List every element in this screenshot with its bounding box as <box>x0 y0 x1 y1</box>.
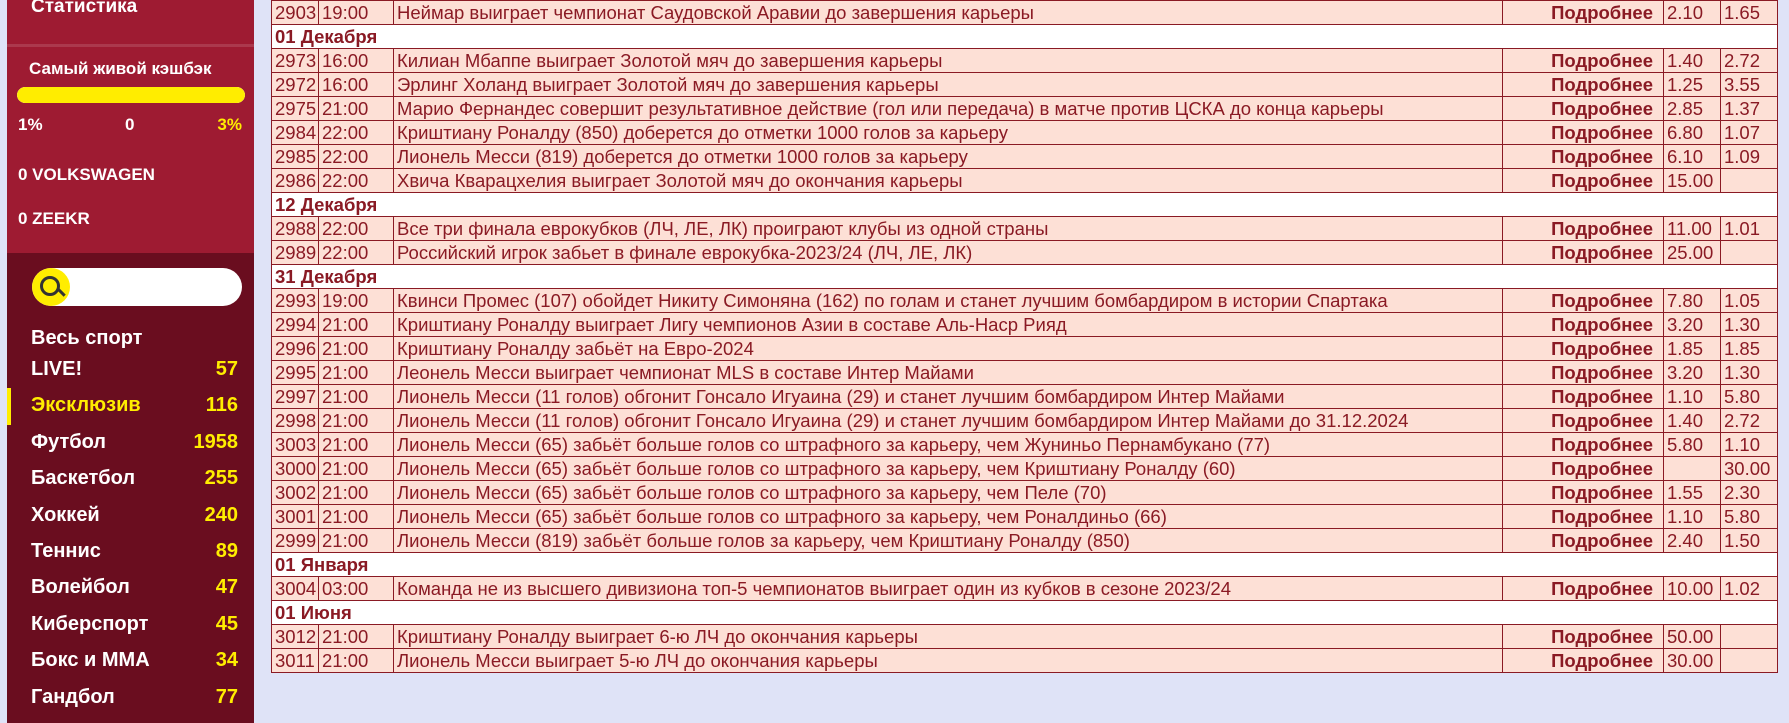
details-link[interactable]: Подробнее <box>1503 145 1664 169</box>
odds-yes[interactable]: 3.20 <box>1664 313 1721 337</box>
sidebar-item-count: 1958 <box>193 430 238 453</box>
sidebar-item-label: Бокс и ММА <box>31 649 150 672</box>
odds-no[interactable]: 1.30 <box>1721 313 1778 337</box>
odds-yes[interactable]: 30.00 <box>1664 649 1721 673</box>
details-link[interactable]: Подробнее <box>1503 217 1664 241</box>
event-time: 19:00 <box>319 289 394 313</box>
event-description[interactable]: Лионель Месси (65) забьёт больше голов со штрафного за карьеру, чем Пеле (70) <box>394 481 1503 505</box>
odds-no[interactable]: 3.55 <box>1721 73 1778 97</box>
date-header-row <box>272 265 1778 289</box>
odds-yes[interactable]: 6.10 <box>1664 145 1721 169</box>
odds-yes[interactable]: 2.40 <box>1664 529 1721 553</box>
event-time: 21:00 <box>319 505 394 529</box>
date-header-row <box>272 553 1778 577</box>
odds-no[interactable]: 1.30 <box>1721 361 1778 385</box>
event-description[interactable]: Хвича Кварацхелия выиграет Золотой мяч до окончания карьеры <box>394 169 1503 193</box>
event-row <box>272 313 1778 337</box>
event-row <box>272 649 1778 673</box>
details-link[interactable]: Подробнее <box>1503 481 1664 505</box>
event-id: 3002 <box>272 481 319 505</box>
cashback-title: Самый живой кэшбэк <box>29 59 212 78</box>
event-row <box>272 625 1778 649</box>
details-link[interactable]: Подробнее <box>1503 433 1664 457</box>
event-time: 21:00 <box>319 433 394 457</box>
date-label: 31 Декабря <box>272 265 1778 289</box>
details-link[interactable]: Подробнее <box>1503 409 1664 433</box>
event-description[interactable]: Криштиану Роналду забьёт на Евро-2024 <box>394 337 1503 361</box>
odds-yes[interactable]: 1.25 <box>1664 73 1721 97</box>
event-row <box>272 409 1778 433</box>
event-row <box>272 529 1778 553</box>
all-sport-link[interactable]: Весь спорт <box>31 327 143 349</box>
event-id: 3012 <box>272 625 319 649</box>
event-row <box>272 1 1778 25</box>
event-time: 21:00 <box>319 385 394 409</box>
event-time: 21:00 <box>319 625 394 649</box>
odds-yes[interactable]: 2.85 <box>1664 97 1721 121</box>
search-box <box>32 268 242 306</box>
date-label: 12 Декабря <box>272 193 1778 217</box>
event-time: 21:00 <box>319 409 394 433</box>
odds-no[interactable]: 30.00 <box>1721 457 1778 481</box>
event-description[interactable]: Лионель Месси (819) доберется до отметки 1000 голов за карьеру <box>394 145 1503 169</box>
statistics-label: Статистика <box>31 0 138 17</box>
event-row <box>272 145 1778 169</box>
date-label: 01 Декабря <box>272 25 1778 49</box>
sidebar-item-count: 77 <box>215 685 238 708</box>
odds-yes[interactable] <box>1664 457 1721 481</box>
sidebar-item-label: Хоккей <box>31 503 100 526</box>
sidebar-item[interactable] <box>7 461 254 497</box>
date-header-row <box>272 601 1778 625</box>
details-link[interactable]: Подробнее <box>1503 577 1664 601</box>
event-description[interactable]: Российский игрок забьет в финале еврокубка-2023/24 (ЛЧ, ЛЕ, ЛК) <box>394 241 1503 265</box>
event-time: 16:00 <box>319 73 394 97</box>
odds-yes[interactable]: 7.80 <box>1664 289 1721 313</box>
event-description[interactable]: Эрлинг Холанд выиграет Золотой мяч до завершения карьеры <box>394 73 1503 97</box>
event-row <box>272 457 1778 481</box>
event-row <box>272 505 1778 529</box>
event-time: 22:00 <box>319 169 394 193</box>
event-time: 21:00 <box>319 313 394 337</box>
odds-yes[interactable]: 2.10 <box>1664 1 1721 25</box>
sidebar-item[interactable] <box>7 643 254 679</box>
odds-yes[interactable]: 15.00 <box>1664 169 1721 193</box>
event-row <box>272 241 1778 265</box>
event-id: 2986 <box>272 169 319 193</box>
sidebar-item-label: Теннис <box>31 539 101 562</box>
event-row <box>272 217 1778 241</box>
odds-yes[interactable]: 3.20 <box>1664 361 1721 385</box>
event-description[interactable]: Команда не из высшего дивизиона топ-5 чемпионатов выиграет один из кубков в сезоне 2023/24 <box>394 577 1503 601</box>
sidebar-item-count: 34 <box>215 649 238 672</box>
sidebar-item-label: LIVE! <box>31 358 83 380</box>
odds-no[interactable]: 5.80 <box>1721 385 1778 409</box>
event-time: 21:00 <box>319 97 394 121</box>
details-link[interactable]: Подробнее <box>1503 121 1664 145</box>
odds-no[interactable]: 1.37 <box>1721 97 1778 121</box>
event-row <box>272 73 1778 97</box>
event-description[interactable]: Криштиану Роналду выиграет 6-ю ЛЧ до окончания карьеры <box>394 625 1503 649</box>
sidebar-item-count: 57 <box>215 358 238 380</box>
event-time: 22:00 <box>319 241 394 265</box>
odds-no[interactable]: 1.05 <box>1721 289 1778 313</box>
car-counter-zeekr: 0 ZEEKR <box>18 209 90 228</box>
sidebar-item[interactable] <box>7 352 254 388</box>
odds-no[interactable]: 1.85 <box>1721 337 1778 361</box>
event-description[interactable]: Криштиану Роналду выиграет Лигу чемпионов Азии в составе Аль-Наср Рияд <box>394 313 1503 337</box>
sidebar-item[interactable] <box>7 498 254 534</box>
sidebar-item-count: 240 <box>204 503 238 526</box>
sidebar-item-count: 89 <box>215 539 238 562</box>
odds-yes[interactable]: 1.10 <box>1664 385 1721 409</box>
event-id: 3004 <box>272 577 319 601</box>
odds-yes[interactable]: 5.80 <box>1664 433 1721 457</box>
event-id: 3003 <box>272 433 319 457</box>
event-row <box>272 97 1778 121</box>
event-time: 21:00 <box>319 457 394 481</box>
event-id: 2973 <box>272 49 319 73</box>
event-time: 19:00 <box>319 1 394 25</box>
odds-yes[interactable]: 1.10 <box>1664 505 1721 529</box>
details-link[interactable]: Подробнее <box>1503 361 1664 385</box>
event-id: 3000 <box>272 457 319 481</box>
event-id: 2903 <box>272 1 319 25</box>
odds-no[interactable]: 1.07 <box>1721 121 1778 145</box>
event-id: 2996 <box>272 337 319 361</box>
sidebar-item-count: 45 <box>215 612 238 635</box>
event-id: 2989 <box>272 241 319 265</box>
event-row <box>272 121 1778 145</box>
details-link[interactable]: Подробнее <box>1503 529 1664 553</box>
odds-no[interactable]: 1.65 <box>1721 1 1778 25</box>
event-time: 22:00 <box>319 145 394 169</box>
cashback-max: 3% <box>217 115 242 134</box>
odds-no[interactable]: 1.02 <box>1721 577 1778 601</box>
event-id: 3001 <box>272 505 319 529</box>
details-link[interactable]: Подробнее <box>1503 505 1664 529</box>
event-id: 2993 <box>272 289 319 313</box>
odds-no[interactable]: 2.72 <box>1721 409 1778 433</box>
cashback-progress-fill <box>17 87 245 103</box>
sidebar-item-count: 255 <box>204 467 238 490</box>
search-icon[interactable] <box>32 268 70 306</box>
event-time: 21:00 <box>319 337 394 361</box>
date-header-row <box>272 25 1778 49</box>
odds-yes[interactable]: 10.00 <box>1664 577 1721 601</box>
event-description[interactable]: Неймар выиграет чемпионат Саудовской Аравии до завершения карьеры <box>394 1 1503 25</box>
details-link[interactable]: Подробнее <box>1503 1 1664 25</box>
sidebar-item[interactable] <box>7 425 254 461</box>
event-row <box>272 481 1778 505</box>
event-id: 2998 <box>272 409 319 433</box>
details-link[interactable]: Подробнее <box>1503 97 1664 121</box>
sport-list <box>7 352 254 716</box>
sidebar-item-label: Гандбол <box>31 685 115 708</box>
odds-no[interactable]: 1.01 <box>1721 217 1778 241</box>
event-description[interactable]: Криштиану Роналду (850) доберется до отметки 1000 голов за карьеру <box>394 121 1503 145</box>
date-label: 01 Июня <box>272 601 1778 625</box>
event-description[interactable]: Все три финала еврокубков (ЛЧ, ЛЕ, ЛК) проиграют клубы из одной страны <box>394 217 1503 241</box>
event-description[interactable]: Лионель Месси (11 голов) обгонит Гонсало Игуаина (29) и станет лучшим бомбардиром Интер Майами <box>394 385 1503 409</box>
sidebar-item-count: 116 <box>205 394 238 417</box>
event-time: 21:00 <box>319 529 394 553</box>
odds-no[interactable]: 1.50 <box>1721 529 1778 553</box>
event-time: 16:00 <box>319 49 394 73</box>
date-label: 01 Января <box>272 553 1778 577</box>
event-time: 21:00 <box>319 481 394 505</box>
details-link[interactable]: Подробнее <box>1503 241 1664 265</box>
event-row <box>272 361 1778 385</box>
search-input[interactable] <box>76 272 236 302</box>
details-link[interactable]: Подробнее <box>1503 49 1664 73</box>
details-link[interactable]: Подробнее <box>1503 73 1664 97</box>
sidebar-item-label: Футбол <box>31 430 107 453</box>
details-link[interactable]: Подробнее <box>1503 169 1664 193</box>
details-link[interactable]: Подробнее <box>1503 337 1664 361</box>
event-id: 3011 <box>272 649 319 673</box>
odds-yes[interactable]: 1.40 <box>1664 49 1721 73</box>
event-row <box>272 169 1778 193</box>
event-description[interactable]: Лионель Месси (65) забьёт больше голов со штрафного за карьеру, чем Роналдиньо (66) <box>394 505 1503 529</box>
sidebar-item[interactable] <box>7 534 254 570</box>
date-header-row <box>272 193 1778 217</box>
sidebar-item[interactable] <box>7 570 254 606</box>
event-row <box>272 433 1778 457</box>
event-description[interactable]: Марио Фернандес совершит результативное действие (гол или передача) в матче против ЦСКА до конца карьеры <box>394 97 1503 121</box>
odds-no[interactable] <box>1721 241 1778 265</box>
odds-no[interactable]: 2.30 <box>1721 481 1778 505</box>
event-row <box>272 49 1778 73</box>
sidebar-item-label: Эксклюзив <box>31 394 141 417</box>
odds-no[interactable] <box>1721 625 1778 649</box>
event-time: 22:00 <box>319 121 394 145</box>
odds-no[interactable] <box>1721 169 1778 193</box>
cashback-current: 0 <box>125 115 135 134</box>
event-time: 21:00 <box>319 649 394 673</box>
details-link[interactable]: Подробнее <box>1503 457 1664 481</box>
event-description[interactable]: Лионель Месси (819) забьёт больше голов за карьеру, чем Криштиану Роналду (850) <box>394 529 1503 553</box>
event-time: 21:00 <box>319 361 394 385</box>
event-description[interactable]: Лионель Месси (11 голов) обгонит Гонсало Игуаина (29) и станет лучшим бомбардиром Интер Майами до 31.12.2024 <box>394 409 1503 433</box>
event-row <box>272 289 1778 313</box>
sidebar-item[interactable] <box>7 680 254 716</box>
sidebar <box>0 0 254 723</box>
odds-yes[interactable]: 1.55 <box>1664 481 1721 505</box>
odds-yes[interactable]: 50.00 <box>1664 625 1721 649</box>
event-id: 2995 <box>272 361 319 385</box>
statistics-link[interactable] <box>7 0 254 44</box>
odds-no[interactable]: 1.10 <box>1721 433 1778 457</box>
event-description[interactable]: Килиан Мбаппе выиграет Золотой мяч до завершения карьеры <box>394 49 1503 73</box>
sidebar-item-label: Волейбол <box>31 576 130 599</box>
event-id: 2972 <box>272 73 319 97</box>
odds-no[interactable]: 2.72 <box>1721 49 1778 73</box>
event-id: 2994 <box>272 313 319 337</box>
sidebar-item-label: Баскетбол <box>31 467 136 490</box>
details-link[interactable]: Подробнее <box>1503 625 1664 649</box>
events-table <box>271 0 1778 673</box>
sport-nav <box>7 253 254 723</box>
sidebar-item-label: Киберспорт <box>31 612 149 635</box>
cashback-min: 1% <box>18 115 43 134</box>
event-id: 2997 <box>272 385 319 409</box>
event-description[interactable]: Квинси Промес (107) обойдет Никиту Симоняна (162) по голам и станет лучшим бомбардиром в истории Спартака <box>394 289 1503 313</box>
event-description[interactable]: Лионель Месси (65) забьёт больше голов со штрафного за карьеру, чем Криштиану Роналду (60) <box>394 457 1503 481</box>
event-row <box>272 577 1778 601</box>
odds-yes[interactable]: 6.80 <box>1664 121 1721 145</box>
odds-yes[interactable]: 1.85 <box>1664 337 1721 361</box>
event-description[interactable]: Леонель Месси выиграет чемпионат MLS в составе Интер Майами <box>394 361 1503 385</box>
event-id: 2999 <box>272 529 319 553</box>
odds-yes[interactable]: 11.00 <box>1664 217 1721 241</box>
car-counter-volkswagen: 0 VOLKSWAGEN <box>18 165 155 184</box>
sidebar-item[interactable] <box>7 388 254 424</box>
event-description[interactable]: Лионель Месси выиграет 5-ю ЛЧ до окончания карьеры <box>394 649 1503 673</box>
details-link[interactable]: Подробнее <box>1503 313 1664 337</box>
event-id: 2988 <box>272 217 319 241</box>
odds-no[interactable]: 1.09 <box>1721 145 1778 169</box>
event-id: 2984 <box>272 121 319 145</box>
sidebar-item-count: 47 <box>215 576 238 599</box>
cashback-widget <box>7 44 254 253</box>
sidebar-item[interactable] <box>7 607 254 643</box>
event-description[interactable]: Лионель Месси (65) забьёт больше голов со штрафного за карьеру, чем Жуниньо Пернамбукано (77) <box>394 433 1503 457</box>
odds-no[interactable] <box>1721 649 1778 673</box>
event-id: 2975 <box>272 97 319 121</box>
details-link[interactable]: Подробнее <box>1503 649 1664 673</box>
cashback-progress-bar <box>17 87 245 103</box>
event-time: 03:00 <box>319 577 394 601</box>
odds-yes[interactable]: 25.00 <box>1664 241 1721 265</box>
event-row <box>272 337 1778 361</box>
event-id: 2985 <box>272 145 319 169</box>
details-link[interactable]: Подробнее <box>1503 385 1664 409</box>
odds-yes[interactable]: 1.40 <box>1664 409 1721 433</box>
event-time: 22:00 <box>319 217 394 241</box>
odds-no[interactable]: 5.80 <box>1721 505 1778 529</box>
details-link[interactable]: Подробнее <box>1503 289 1664 313</box>
event-row <box>272 385 1778 409</box>
